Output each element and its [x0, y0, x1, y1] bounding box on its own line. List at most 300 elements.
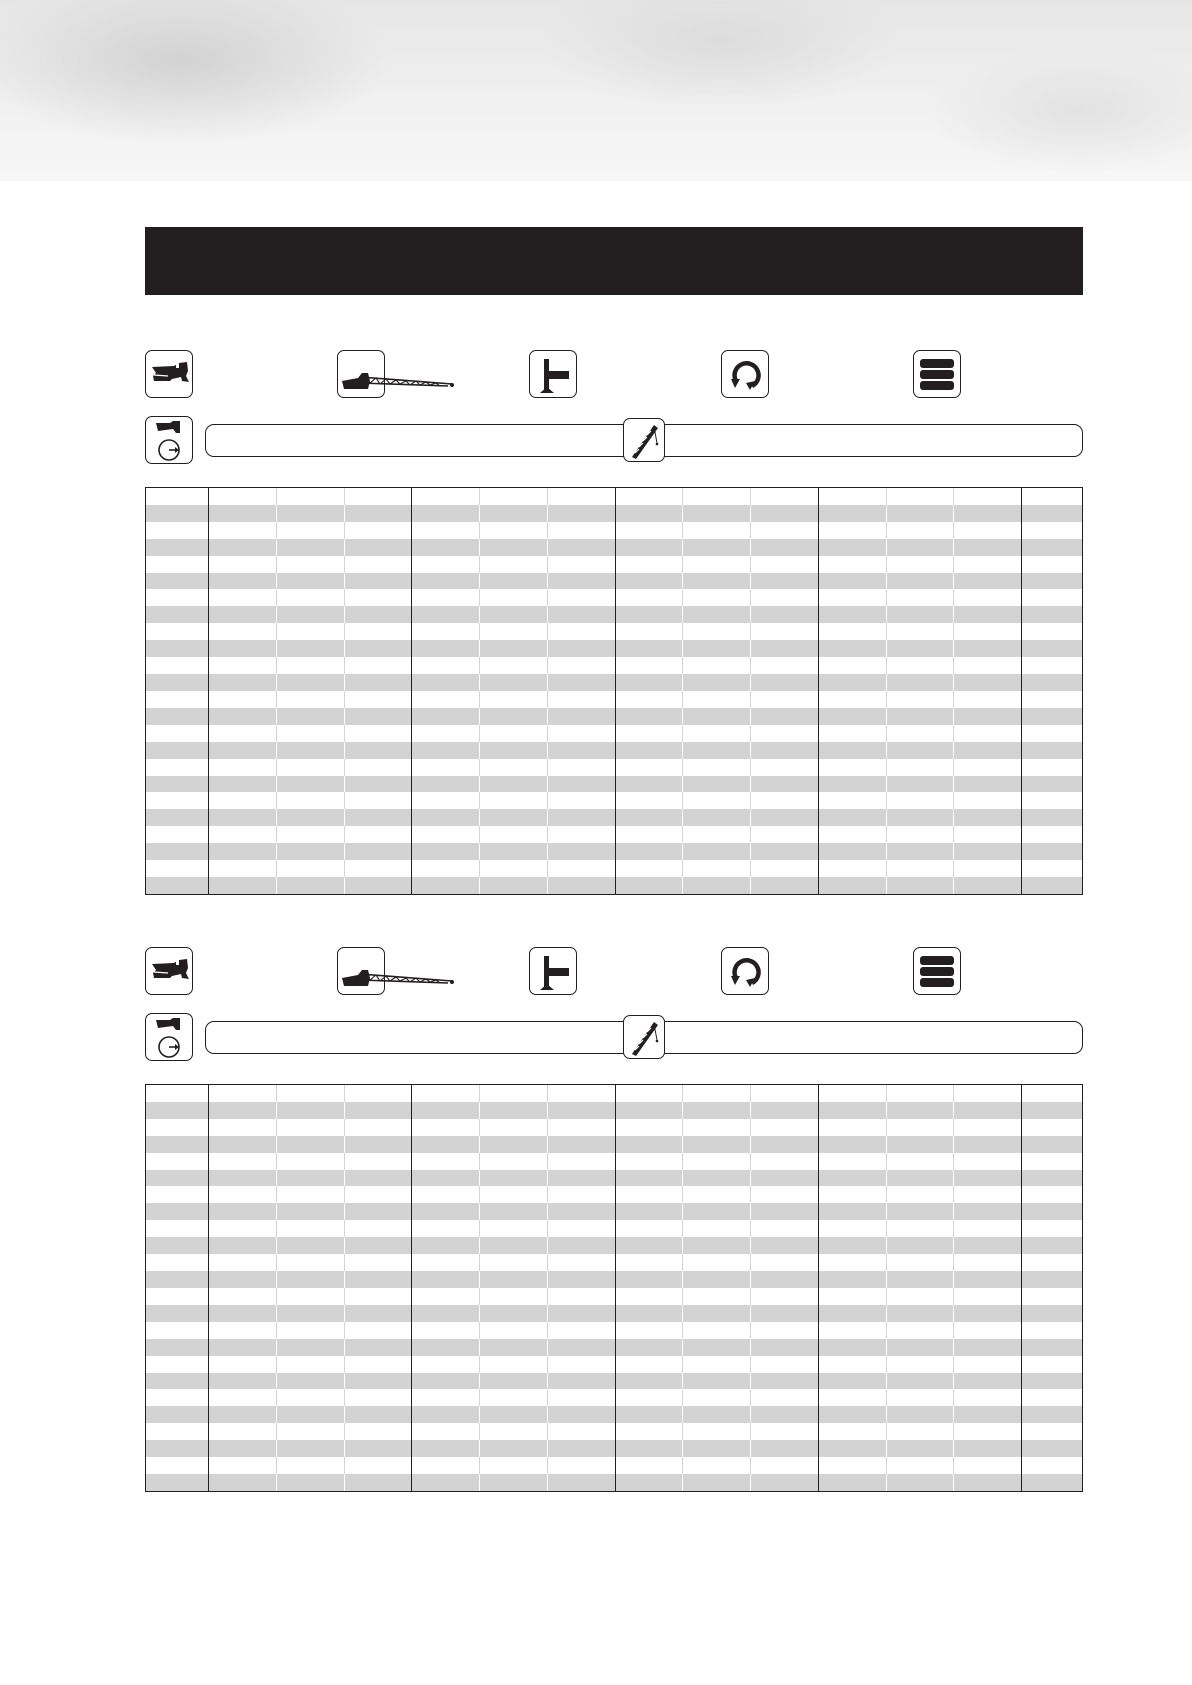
table-cell: [411, 1356, 479, 1373]
table-cell: [953, 1170, 1021, 1187]
table-cell: [818, 522, 886, 539]
radius-icon: [145, 416, 193, 464]
table-cell: [615, 1170, 683, 1187]
table-cell: [1021, 1085, 1082, 1102]
table-cell: [547, 1085, 615, 1102]
table-cell: [682, 708, 750, 725]
table-cell: [750, 589, 818, 606]
table-cell: [953, 826, 1021, 843]
table-cell: [818, 1389, 886, 1406]
table-cell: [547, 1474, 615, 1491]
table-cell: [615, 1440, 683, 1457]
table-cell: [1021, 809, 1082, 826]
table-cell: [344, 1153, 412, 1170]
table-row-label-cell: [146, 1085, 208, 1102]
table-cell: [750, 776, 818, 793]
table-cell: [818, 1457, 886, 1474]
table-cell: [886, 623, 954, 640]
table-cell: [682, 742, 750, 759]
table-cell: [276, 1170, 344, 1187]
table-row-label-cell: [146, 1305, 208, 1322]
table-cell: [547, 1102, 615, 1119]
table-cell: [818, 1220, 886, 1237]
table-cell: [615, 691, 683, 708]
table-row-label-cell: [146, 1423, 208, 1440]
table-cell: [750, 640, 818, 657]
table-cell: [479, 826, 547, 843]
table-cell: [276, 488, 344, 505]
table-cell: [818, 505, 886, 522]
table-cell: [953, 1288, 1021, 1305]
table-cell: [411, 776, 479, 793]
table-cell: [547, 1170, 615, 1187]
table-cell: [276, 725, 344, 742]
table-cell: [1021, 623, 1082, 640]
table-cell: [1021, 877, 1082, 894]
table-cell: [547, 877, 615, 894]
table-row-label-cell: [146, 742, 208, 759]
table-cell: [479, 1389, 547, 1406]
table-cell: [615, 1389, 683, 1406]
table-cell: [344, 1373, 412, 1390]
table-row-label-cell: [146, 1373, 208, 1390]
table-cell: [1021, 1186, 1082, 1203]
table-cell: [208, 1457, 276, 1474]
table-cell: [208, 843, 276, 860]
table-cell: [344, 556, 412, 573]
table-cell: [208, 1237, 276, 1254]
table-cell: [208, 1339, 276, 1356]
table-cell: [208, 556, 276, 573]
table-cell: [615, 1136, 683, 1153]
table-cell: [276, 1373, 344, 1390]
table-cell: [276, 539, 344, 556]
table-cell: [750, 674, 818, 691]
table-cell: [479, 1356, 547, 1373]
table-cell: [276, 1322, 344, 1339]
jib-icon: [623, 1015, 665, 1059]
table-cell: [818, 674, 886, 691]
table-row-label-cell: [146, 1136, 208, 1153]
table-cell: [1021, 539, 1082, 556]
table-cell: [953, 1423, 1021, 1440]
table-row-label-cell: [146, 1119, 208, 1136]
table-cell: [479, 1102, 547, 1119]
table-cell: [479, 1203, 547, 1220]
table-cell: [276, 522, 344, 539]
table-cell: [953, 1373, 1021, 1390]
table-cell: [344, 1440, 412, 1457]
table-cell: [615, 1373, 683, 1390]
table-cell: [750, 539, 818, 556]
table-cell: [547, 556, 615, 573]
table-cell: [547, 1322, 615, 1339]
table-cell: [547, 1440, 615, 1457]
table-row-label-cell: [146, 1339, 208, 1356]
table-cell: [682, 589, 750, 606]
table-cell: [750, 1389, 818, 1406]
table-cell: [208, 1440, 276, 1457]
table-row-label-cell: [146, 573, 208, 590]
table-cell: [953, 505, 1021, 522]
table-cell: [818, 573, 886, 590]
table-cell: [479, 792, 547, 809]
table-cell: [886, 657, 954, 674]
table-cell: [479, 809, 547, 826]
table-row-label-cell: [146, 725, 208, 742]
table-cell: [886, 606, 954, 623]
table-cell: [411, 1373, 479, 1390]
table-cell: [479, 1220, 547, 1237]
table-cell: [547, 640, 615, 657]
table-cell: [682, 691, 750, 708]
table-cell: [547, 1136, 615, 1153]
table-cell: [411, 1136, 479, 1153]
table-cell: [411, 759, 479, 776]
table-cell: [953, 860, 1021, 877]
table-cell: [750, 1237, 818, 1254]
table-cell: [344, 539, 412, 556]
table-cell: [953, 759, 1021, 776]
table-cell: [1021, 1457, 1082, 1474]
table-cell: [344, 1085, 412, 1102]
table-cell: [276, 1339, 344, 1356]
table-cell: [411, 623, 479, 640]
table-cell: [344, 708, 412, 725]
table-cell: [411, 1085, 479, 1102]
table-cell: [682, 860, 750, 877]
table-cell: [411, 522, 479, 539]
table-cell: [682, 1305, 750, 1322]
table-cell: [479, 843, 547, 860]
table-cell: [344, 1136, 412, 1153]
table-cell: [547, 1423, 615, 1440]
table-cell: [953, 725, 1021, 742]
table-cell: [682, 488, 750, 505]
table-cell: [1021, 843, 1082, 860]
table-cell: [1021, 1474, 1082, 1491]
table-cell: [750, 1474, 818, 1491]
table-row-label-cell: [146, 843, 208, 860]
table-cell: [886, 1203, 954, 1220]
table-cell: [276, 1119, 344, 1136]
table-cell: [615, 725, 683, 742]
table-row-label-cell: [146, 522, 208, 539]
table-cell: [276, 1186, 344, 1203]
table-cell: [208, 708, 276, 725]
table-cell: [411, 877, 479, 894]
table-cell: [344, 1474, 412, 1491]
jib-icon: [623, 418, 665, 462]
table-cell: [208, 1271, 276, 1288]
table-cell: [953, 792, 1021, 809]
table-row-label-cell: [146, 657, 208, 674]
table-cell: [344, 776, 412, 793]
table-cell: [479, 860, 547, 877]
table-cell: [479, 1406, 547, 1423]
table-cell: [615, 589, 683, 606]
table-row-label-cell: [146, 606, 208, 623]
table-cell: [818, 742, 886, 759]
table-cell: [682, 556, 750, 573]
table-cell: [615, 1457, 683, 1474]
table-cell: [276, 877, 344, 894]
table-cell: [1021, 640, 1082, 657]
table-cell: [953, 1474, 1021, 1491]
table-cell: [750, 1136, 818, 1153]
table-cell: [886, 1305, 954, 1322]
table-cell: [479, 1322, 547, 1339]
table-cell: [208, 1423, 276, 1440]
table-cell: [818, 1085, 886, 1102]
table-cell: [344, 1170, 412, 1187]
table-cell: [818, 1153, 886, 1170]
table-cell: [547, 1305, 615, 1322]
table-cell: [547, 488, 615, 505]
table-cell: [276, 1406, 344, 1423]
table-cell: [615, 657, 683, 674]
table-cell: [886, 488, 954, 505]
table-cell: [479, 1339, 547, 1356]
table-cell: [1021, 1288, 1082, 1305]
table-cell: [886, 1339, 954, 1356]
table-cell: [411, 860, 479, 877]
title-bar: [145, 227, 1083, 295]
table-cell: [276, 1254, 344, 1271]
table-cell: [344, 1457, 412, 1474]
table-cell: [1021, 1339, 1082, 1356]
table-cell: [750, 1373, 818, 1390]
table-cell: [750, 1220, 818, 1237]
table-cell: [208, 505, 276, 522]
table-cell: [208, 1305, 276, 1322]
table-cell: [1021, 1237, 1082, 1254]
table-cell: [818, 556, 886, 573]
table-cell: [1021, 1322, 1082, 1339]
table-row-label-cell: [146, 1186, 208, 1203]
table-cell: [1021, 776, 1082, 793]
table-cell: [208, 488, 276, 505]
load-table: [145, 487, 1083, 895]
table-cell: [953, 1271, 1021, 1288]
table-cell: [886, 1220, 954, 1237]
table-row-label-cell: [146, 556, 208, 573]
table-cell: [615, 1186, 683, 1203]
table-row-label-cell: [146, 623, 208, 640]
table-cell: [615, 708, 683, 725]
table-cell: [682, 1373, 750, 1390]
table-row-label-cell: [146, 1389, 208, 1406]
table-cell: [886, 1170, 954, 1187]
table-cell: [886, 1406, 954, 1423]
table-cell: [208, 1406, 276, 1423]
table-cell: [615, 1220, 683, 1237]
table-cell: [886, 860, 954, 877]
table-cell: [479, 606, 547, 623]
table-cell: [479, 623, 547, 640]
table-cell: [953, 1153, 1021, 1170]
table-cell: [682, 1170, 750, 1187]
table-cell: [276, 573, 344, 590]
table-cell: [411, 1474, 479, 1491]
table-cell: [682, 1423, 750, 1440]
outrigger-icon: [529, 947, 577, 995]
table-cell: [750, 826, 818, 843]
table-cell: [411, 725, 479, 742]
table-cell: [344, 640, 412, 657]
table-cell: [615, 1288, 683, 1305]
table-cell: [479, 759, 547, 776]
table-cell: [276, 1220, 344, 1237]
table-cell: [208, 589, 276, 606]
table-cell: [479, 742, 547, 759]
table-cell: [818, 843, 886, 860]
table-cell: [276, 1457, 344, 1474]
table-cell: [886, 1271, 954, 1288]
table-cell: [818, 1203, 886, 1220]
table-cell: [411, 1339, 479, 1356]
table-cell: [953, 1457, 1021, 1474]
table-cell: [953, 1440, 1021, 1457]
table-cell: [276, 556, 344, 573]
table-cell: [615, 1254, 683, 1271]
table-cell: [276, 809, 344, 826]
table-cell: [411, 1440, 479, 1457]
table-cell: [750, 1119, 818, 1136]
table-cell: [547, 826, 615, 843]
table-cell: [615, 826, 683, 843]
table-cell: [479, 589, 547, 606]
table-cell: [682, 792, 750, 809]
table-cell: [750, 792, 818, 809]
table-cell: [479, 657, 547, 674]
table-cell: [411, 792, 479, 809]
table-cell: [682, 877, 750, 894]
table-cell: [479, 1170, 547, 1187]
table-cell: [208, 826, 276, 843]
table-cell: [547, 1220, 615, 1237]
table-cell: [682, 826, 750, 843]
table-cell: [818, 725, 886, 742]
table-cell: [615, 1271, 683, 1288]
table-cell: [818, 1136, 886, 1153]
table-cell: [208, 1119, 276, 1136]
table-cell: [953, 1136, 1021, 1153]
table-cell: [953, 843, 1021, 860]
table-cell: [953, 1102, 1021, 1119]
table-cell: [208, 640, 276, 657]
table-cell: [953, 1085, 1021, 1102]
table-cell: [750, 1288, 818, 1305]
table-cell: [818, 1423, 886, 1440]
table-cell: [953, 640, 1021, 657]
table-cell: [750, 1271, 818, 1288]
table-cell: [344, 1254, 412, 1271]
table-cell: [682, 843, 750, 860]
table-cell: [479, 877, 547, 894]
table-cell: [750, 1170, 818, 1187]
table-cell: [411, 1288, 479, 1305]
table-cell: [886, 877, 954, 894]
table-row-label-cell: [146, 877, 208, 894]
table-cell: [818, 1322, 886, 1339]
table-cell: [886, 1119, 954, 1136]
table-cell: [682, 1406, 750, 1423]
table-cell: [208, 657, 276, 674]
table-cell: [750, 488, 818, 505]
table-cell: [818, 1254, 886, 1271]
table-cell: [276, 826, 344, 843]
table-cell: [682, 1271, 750, 1288]
table-cell: [411, 1186, 479, 1203]
table-cell: [750, 1322, 818, 1339]
table-cell: [1021, 826, 1082, 843]
table-cell: [411, 1305, 479, 1322]
table-cell: [276, 640, 344, 657]
table-cell: [886, 1389, 954, 1406]
table-cell: [276, 623, 344, 640]
table-cell: [547, 589, 615, 606]
boom-length-icon: [337, 947, 385, 995]
table-cell: [750, 691, 818, 708]
table-cell: [682, 725, 750, 742]
table-cell: [886, 708, 954, 725]
table-cell: [547, 1288, 615, 1305]
table-cell: [750, 1305, 818, 1322]
table-cell: [1021, 860, 1082, 877]
table-cell: [750, 606, 818, 623]
table-cell: [208, 691, 276, 708]
table-row-label-cell: [146, 1254, 208, 1271]
table-cell: [208, 1170, 276, 1187]
table-cell: [276, 1153, 344, 1170]
table-cell: [208, 522, 276, 539]
table-cell: [615, 606, 683, 623]
table-cell: [1021, 1305, 1082, 1322]
table-cell: [750, 1254, 818, 1271]
table-cell: [344, 1339, 412, 1356]
table-cell: [344, 1322, 412, 1339]
table-cell: [547, 1373, 615, 1390]
table-cell: [682, 522, 750, 539]
table-cell: [953, 877, 1021, 894]
table-cell: [953, 1186, 1021, 1203]
table-row-label-cell: [146, 1203, 208, 1220]
table-cell: [615, 1322, 683, 1339]
table-cell: [682, 1186, 750, 1203]
table-cell: [479, 1153, 547, 1170]
table-cell: [208, 1288, 276, 1305]
table-cell: [750, 708, 818, 725]
table-cell: [886, 1085, 954, 1102]
table-cell: [344, 691, 412, 708]
table-cell: [750, 1406, 818, 1423]
table-cell: [886, 1457, 954, 1474]
table-cell: [615, 573, 683, 590]
table-cell: [615, 674, 683, 691]
table-cell: [276, 589, 344, 606]
table-cell: [818, 1102, 886, 1119]
table-cell: [547, 539, 615, 556]
table-cell: [818, 1339, 886, 1356]
table-cell: [344, 573, 412, 590]
table-cell: [886, 1356, 954, 1373]
table-cell: [547, 1119, 615, 1136]
table-cell: [886, 1102, 954, 1119]
table-cell: [1021, 1170, 1082, 1187]
table-cell: [547, 691, 615, 708]
table-cell: [479, 708, 547, 725]
